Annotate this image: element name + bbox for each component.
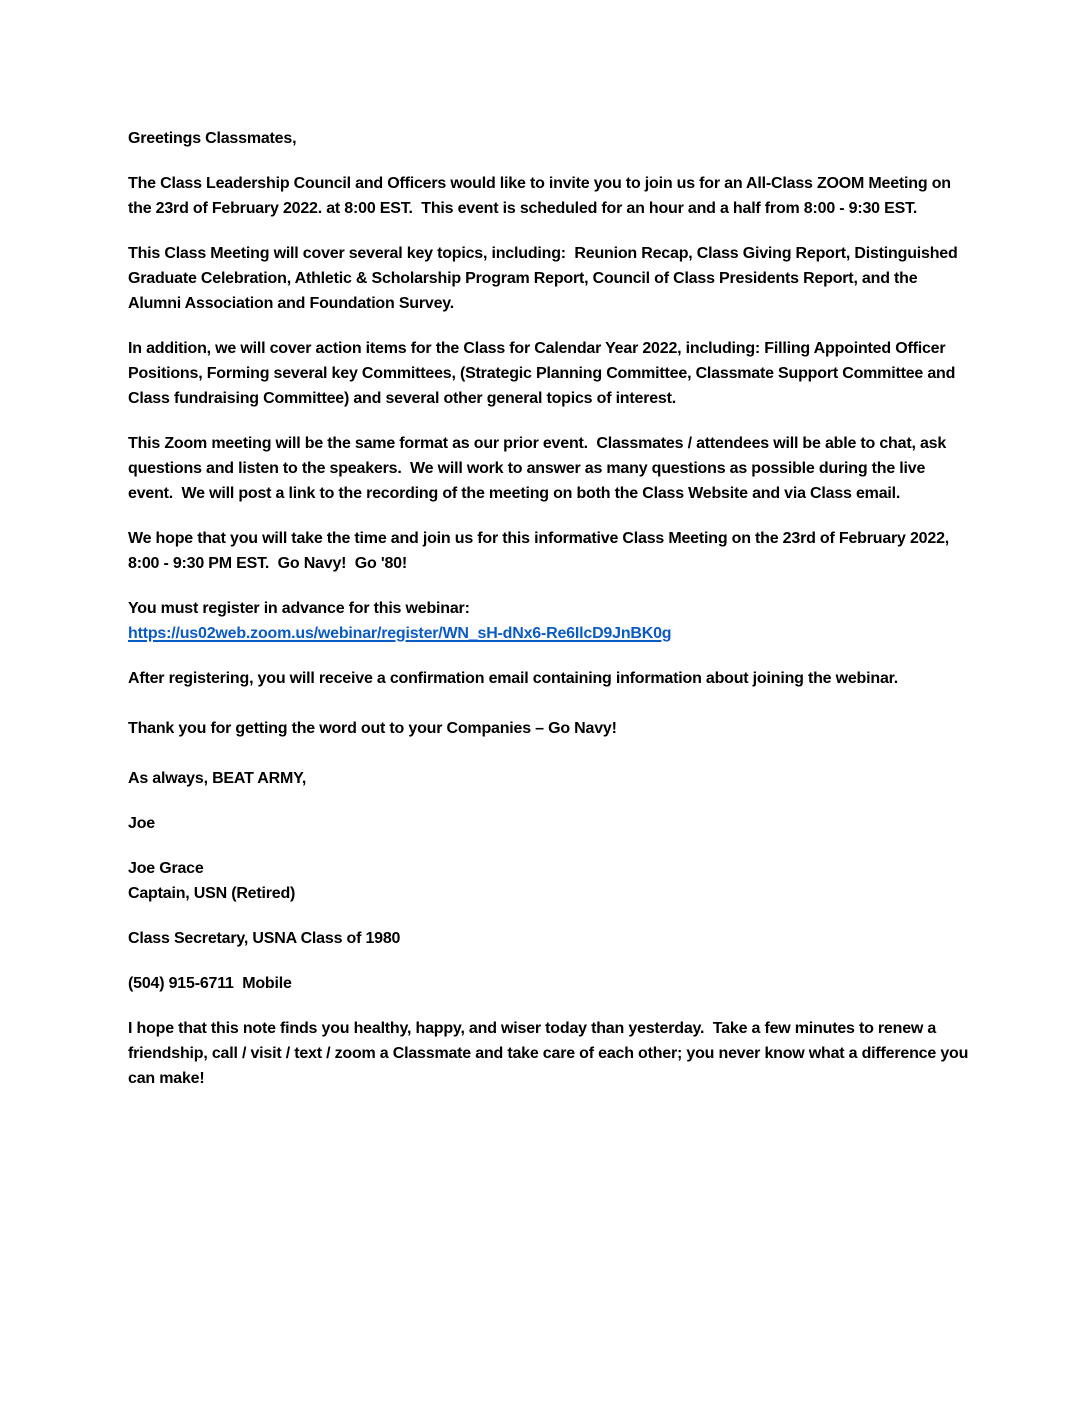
signature-first-name: Joe — [128, 815, 155, 832]
paragraph-meeting-topics: This Class Meeting will cover several key topics, including: Reunion Recap, Class Giving Report, Distinguished Graduate Celebration, Athletic & Scholarship Program Report, Council of Class Presidents Report, and the Alumni Association and Foundation Survey. — [128, 245, 962, 312]
signature-name-rank — [128, 856, 970, 906]
paragraph-thank-you: Thank you for getting the word out to your Companies – Go Navy! — [128, 720, 617, 737]
signoff: As always, BEAT ARMY, — [128, 770, 307, 787]
signature-rank: Captain, USN (Retired) — [128, 885, 296, 902]
registration-block — [128, 596, 970, 646]
signature-full-name: Joe Grace — [128, 860, 204, 877]
signature-phone: (504) 915-6711 Mobile — [128, 975, 292, 992]
registration-label: You must register in advance for this webinar: — [128, 600, 470, 617]
paragraph-meeting-format: This Zoom meeting will be the same format as our prior event. Classmates / attendees will be able to chat, ask questions and listen to the speakers. We will work to answer as many questions as possible during the live event. We will post a link to the recording of the meeting on both the Class Website and via Class email. — [128, 435, 951, 502]
paragraph-after-registering: After registering, you will receive a confirmation email containing information about joining the webinar. — [128, 670, 899, 687]
paragraph-closing-note: I hope that this note finds you healthy, happy, and wiser today than yesterday. Take a few minutes to renew a friendship, call / visit / text / zoom a Classmate and take care of each other; you never know what a difference you can make! — [128, 1020, 973, 1087]
signature-role: Class Secretary, USNA Class of 1980 — [128, 930, 401, 947]
paragraph-save-the-date: We hope that you will take the time and join us for this informative Class Meeting on the 23rd of February 2022, 8:00 - 9:30 PM EST. Go Navy! Go '80! — [128, 530, 954, 572]
webinar-registration-link[interactable]: https://us02web.zoom.us/webinar/register/WN_sH-dNx6-Re6IlcD9JnBK0g — [128, 625, 672, 642]
paragraph-action-items: In addition, we will cover action items for the Class for Calendar Year 2022, including: Filling Appointed Officer Positions, Forming several key Committees, (Strategic Planning Committee, Classmate Support Committee and Class fundraising Committee) and several other general topics of interest. — [128, 340, 960, 407]
greeting: Greetings Classmates, — [128, 130, 297, 147]
paragraph-invitation: The Class Leadership Council and Officers would like to invite you to join us for an All-Class ZOOM Meeting on the 23rd of February 2022. at 8:00 EST. This event is scheduled for an hour and a half from 8:00 - 9:30 EST. — [128, 175, 956, 217]
